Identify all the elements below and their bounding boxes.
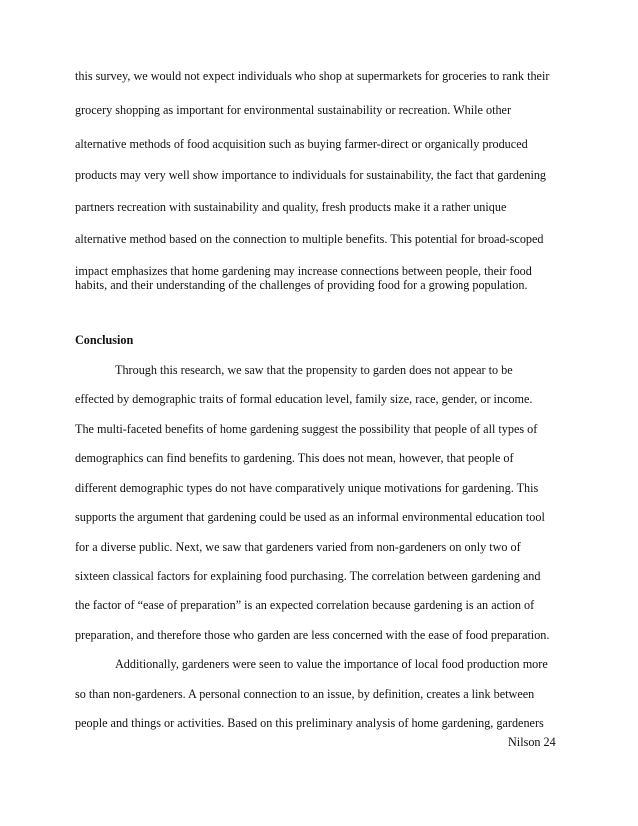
paragraph-line: different demographic types do not have comparatively unique motivations for gardening. This	[75, 481, 539, 495]
paragraph-line: products may very well show importance to individuals for sustainability, the fact that gardening	[75, 168, 547, 182]
paragraph-line: effected by demographic traits of formal education level, family size, race, gender, or income.	[75, 392, 533, 406]
paragraph-line: alternative methods of food acquisition such as buying farmer-direct or organically produced	[75, 137, 528, 151]
paragraph-line: impact emphasizes that home gardening may increase connections between people, their food	[75, 264, 532, 278]
paragraph-line: The multi-faceted benefits of home gardening suggest the possibility that people of all types of	[75, 422, 538, 436]
paragraph-line: habits, and their understanding of the challenges of providing food for a growing population.	[75, 278, 528, 292]
paragraph-line: supports the argument that gardening could be used as an informal environmental education tool	[75, 510, 545, 524]
paragraph-line: people and things or activities. Based on this preliminary analysis of home gardening, gardeners	[75, 716, 544, 730]
paragraph-line: Additionally, gardeners were seen to value the importance of local food production more	[115, 657, 548, 671]
section-heading: Conclusion	[75, 333, 134, 347]
paragraph-line: so than non-gardeners. A personal connection to an issue, by definition, creates a link between	[75, 687, 535, 701]
page-number: Nilson 24	[508, 735, 556, 749]
paragraph-line: sixteen classical factors for explaining food purchasing. The correlation between gardening and	[75, 569, 541, 583]
paragraph-line: preparation, and therefore those who garden are less concerned with the ease of food preparation.	[75, 628, 550, 642]
paragraph-line: alternative method based on the connection to multiple benefits. This potential for broad-scoped	[75, 232, 544, 246]
paragraph-line: the factor of “ease of preparation” is an expected correlation because gardening is an action of	[75, 598, 535, 612]
paragraph-line: partners recreation with sustainability and quality, fresh products make it a rather unique	[75, 200, 507, 214]
paragraph-line: for a diverse public. Next, we saw that gardeners varied from non-gardeners on only two of	[75, 540, 521, 554]
paragraph-line: grocery shopping as important for environmental sustainability or recreation. While other	[75, 103, 512, 117]
paragraph-line: demographics can find benefits to gardening. This does not mean, however, that people of	[75, 451, 514, 465]
paragraph-line: this survey, we would not expect individuals who shop at supermarkets for groceries to rank their	[75, 69, 550, 83]
paragraph-line: Through this research, we saw that the propensity to garden does not appear to be	[115, 363, 513, 377]
